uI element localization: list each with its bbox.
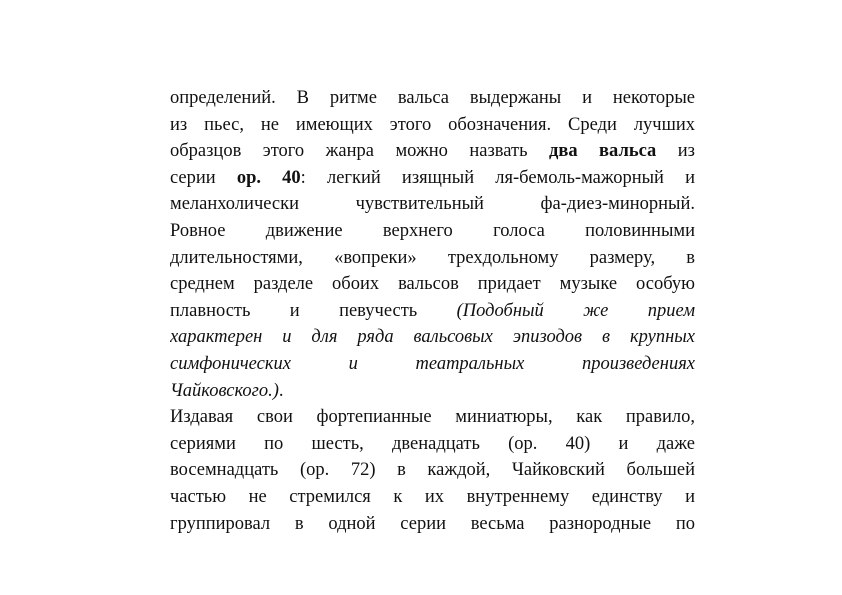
text-line — [170, 378, 695, 405]
text-segment: из — [656, 141, 695, 162]
text-line — [170, 404, 695, 431]
text-segment: длительностями, «вопреки» трехдольному размеру, в — [170, 247, 695, 268]
text-segment: серии — [170, 167, 237, 188]
text-segment: среднем разделе обоих вальсов придает музыке особую — [170, 274, 695, 295]
italic-text: характерен и для ряда вальсовых эпизодов в крупных — [170, 327, 695, 348]
text-segment: образцов этого жанра можно назвать — [170, 141, 549, 162]
text-line — [170, 298, 695, 325]
text-segment: группировал в одной серии весьма разнородные по — [170, 513, 695, 534]
text-line — [170, 138, 695, 165]
text-segment: плавность и певучесть — [170, 300, 457, 321]
italic-text: (Подобный же прием — [456, 300, 695, 321]
text-line — [170, 112, 695, 139]
text-line — [170, 324, 695, 351]
text-line — [170, 85, 695, 112]
text-line — [170, 165, 695, 192]
italic-text: симфонических и театральных произведениях — [170, 353, 695, 374]
text-segment: частью не стремился к их внутреннему единству и — [170, 486, 695, 507]
bold-text: ор. 40 — [236, 167, 301, 188]
text-segment: сериями по шесть, двенадцать (ор. 40) и даже — [170, 433, 695, 454]
text-line — [170, 511, 695, 538]
text-line — [170, 271, 695, 298]
bold-text: два вальса — [548, 141, 657, 162]
text-segment: восемнадцать (ор. 72) в каждой, Чайковский большей — [170, 460, 695, 481]
text-line — [170, 431, 695, 458]
text-segment: : легкий изящный ля-бемоль-мажорный и — [300, 167, 695, 188]
text-line — [170, 484, 695, 511]
italic-text: Чайковского.) — [170, 380, 279, 401]
text-segment: . — [278, 380, 284, 401]
text-line — [170, 457, 695, 484]
text-line — [170, 218, 695, 245]
text-line — [170, 191, 695, 218]
text-segment: Ровное движение верхнего голоса половинными — [170, 220, 695, 241]
text-line — [170, 245, 695, 272]
text-segment: меланхолически чувствительный фа-диез-минорный. — [170, 194, 695, 215]
text-line — [170, 351, 695, 378]
body-text — [170, 85, 695, 537]
text-segment: определений. В ритме вальса выдержаны и некоторые — [170, 88, 695, 108]
text-segment: из пьес, не имеющих этого обозначения. Среди лучших — [170, 114, 695, 135]
text-segment: Издавая свои фортепианные миниатюры, как правило, — [170, 407, 695, 428]
